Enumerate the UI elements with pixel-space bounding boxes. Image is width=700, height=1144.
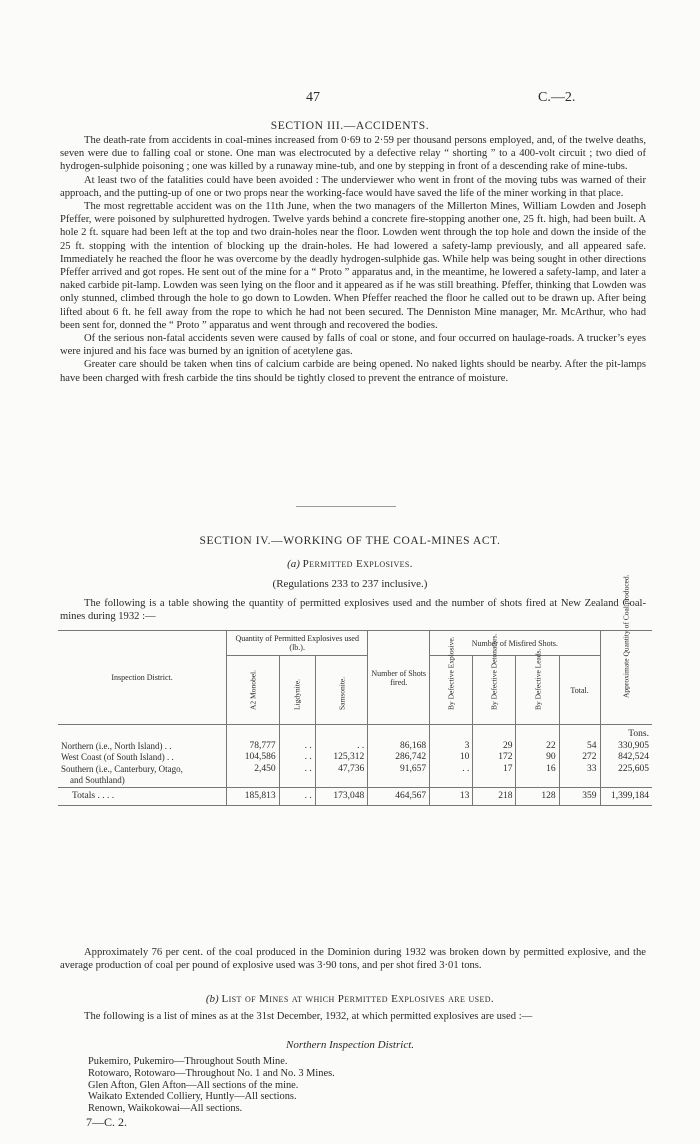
cell-samsonite: 125,312 — [315, 752, 368, 764]
cell-coal: 842,524 — [600, 752, 652, 764]
group-quantity-explosives: Quantity of Permitted Explosives used (lb.). — [227, 631, 368, 656]
list-item: Glen Afton, Glen Afton—All sections of the mine. — [88, 1079, 299, 1091]
cell-ligdynite: . . — [279, 764, 315, 776]
cell-ligdynite: . . — [279, 741, 315, 753]
page-number: 47 — [306, 90, 320, 105]
district-name: Northern (i.e., North Island) . . — [61, 740, 172, 751]
cell-total: 33 — [559, 764, 600, 776]
district-name: Southern (i.e., Canterbury, Otago, — [61, 763, 183, 774]
total-def-explosive: 13 — [430, 787, 473, 806]
table-row — [58, 741, 652, 753]
cell-def-leads: 16 — [516, 764, 559, 776]
paragraph: At least two of the fatalities could have been avoided : The underviewer who went in front of the moving tubs was warned of their approach, and the putting-up of one or two props near the working-face would have saved the life of the miner working in that place. — [60, 174, 646, 199]
list-item: Waikato Extended Colliery, Huntly—All sections. — [88, 1091, 297, 1103]
col-defective-explosive: By Defective Explosive. — [446, 636, 456, 710]
paragraph: Greater care should be taken when tins of calcium carbide are being opened. No naked lights should be nearby. After the pit-lamps have been charged with fresh carbide the tins should be tightly closed to prevent the entrance of moisture. — [60, 359, 646, 384]
table-row — [58, 752, 652, 764]
table-row — [58, 764, 652, 776]
cell-samsonite: 47,736 — [315, 764, 368, 776]
cell-def-detonators: 29 — [473, 741, 516, 753]
district-name-cont: and Southland) — [70, 775, 125, 785]
cell-def-explosive: . . — [430, 764, 473, 776]
cell-a2: 78,777 — [227, 741, 280, 753]
total-shots: 464,567 — [368, 787, 430, 806]
paragraph: The most regrettable accident was on the 11th June, when the two managers of the Millerton Mines, William Lowden and Joseph Pfeffer, were poisoned by sulphuretted hydrogen. Twelve yards behind a concrete fire-stopping another one, 25 ft. high, had been built. A hole 2 ft. square had been left at the top and two drain-holes near the floor. Lowden went through the top hole and down the inside of the 25 ft. stopping with the intention of blocking up the drain-holes. He had lowered a safety-lamp previously, and all appeared safe. Immediately he reached the floor he was overcome by the deadly hydrogen-sulphide gas. While help was being sought in other directions Pfeffer arrived and got ropes. He sent out of the mine for a “ Proto ” apparatus and, in the meantime, he lowered a safety-lamp, and later a naked carbide pit-lamp. Lowden was seen lying on the floor and it appeared as if he was still breathing. Pfeffer, thinking that Lowden was only stunned, climbed through the hole to go down to Lowden. When Pfeffer reached the floor he called out to be drawn up. After being lifted about 6 ft. he fell away from the rope to which he had not been secured. The Denniston Mine manager, Mr. McArthur, who had been sent for, donned the “ Proto ” apparatus and went through and recovered the bodies. — [60, 201, 646, 331]
section-4-title: SECTION IV.—WORKING OF THE COAL-MINES ACT. — [199, 535, 501, 547]
subsection-a-title: Permitted Explosives. — [302, 558, 413, 570]
subsection-b-heading — [0, 993, 700, 1005]
cell-shots: 91,657 — [368, 764, 430, 776]
cell-def-leads: 90 — [516, 752, 559, 764]
list-item: Pukemiro, Pukemiro—Throughout South Mine. — [88, 1056, 288, 1067]
district-name: West Coast (of South Island) . . — [61, 752, 174, 762]
unit-tons: Tons. — [600, 725, 652, 741]
cell-total: 54 — [559, 741, 600, 753]
list-intro — [60, 1010, 646, 1023]
group-misfired-shots: Number of Misfired Shots. — [430, 631, 600, 656]
report-reference: C.—2. — [538, 90, 576, 105]
cell-def-detonators: 172 — [473, 752, 516, 764]
cell-shots: 86,168 — [368, 741, 430, 753]
cell-a2: 104,586 — [227, 752, 280, 764]
list-item: Renown, Waikokowai—All sections. — [88, 1103, 243, 1115]
cell-def-explosive: 3 — [430, 741, 473, 753]
totals-row — [58, 787, 652, 806]
col-coal-produced: Approximate Quantity of Coal produced. — [621, 573, 631, 698]
total-def-detonators: 218 — [473, 787, 516, 806]
cell-a2: 2,450 — [227, 764, 280, 776]
total-ligdynite: . . — [279, 787, 315, 806]
subsection-b-prefix: (b) — [205, 993, 222, 1005]
total-a2: 185,813 — [227, 787, 280, 806]
subsection-a-prefix: (a) — [287, 558, 303, 570]
col-shots-fired: Number of Shots fired. — [368, 631, 430, 725]
cell-def-detonators: 17 — [473, 764, 516, 776]
regulations-note: (Regulations 233 to 237 inclusive.) — [272, 578, 428, 590]
col-defective-detonators: By Defective Detonators. — [489, 633, 499, 710]
total-coal: 1,399,184 — [600, 787, 652, 806]
paragraph: The following is a list of mines as at the 31st December, 1932, at which permitted explosives are used :— — [84, 1011, 533, 1022]
cell-ligdynite: . . — [279, 752, 315, 764]
northern-district-heading: Northern Inspection District. — [285, 1039, 415, 1051]
mines-list — [88, 1056, 335, 1115]
signature-mark: 7—C. 2. — [86, 1115, 128, 1129]
totals-label: Totals . . . . — [72, 790, 115, 801]
col-inspection-district: Inspection District. — [111, 673, 173, 682]
paragraph: Approximately 76 per cent. of the coal produced in the Dominion during 1932 was broken down by permitted explosive, and the average production of coal per pound of explosive used was 3·90 tons, and per shot fired 3·01 tons. — [60, 947, 646, 972]
total-def-leads: 128 — [516, 787, 559, 806]
cell-def-explosive: 10 — [430, 752, 473, 764]
section-divider — [296, 506, 396, 507]
cell-total: 272 — [559, 752, 600, 764]
col-samsonite: Samsonite. — [337, 676, 347, 710]
table-intro — [60, 597, 646, 623]
col-defective-leads: By Defective Leads. — [533, 648, 543, 710]
col-a2-monobel: A2 Monobel. — [248, 670, 258, 710]
subsection-a-heading — [0, 558, 700, 570]
section-3-body — [60, 134, 646, 385]
total-total: 359 — [559, 787, 600, 806]
cell-coal: 330,905 — [600, 741, 652, 753]
cell-shots: 286,742 — [368, 752, 430, 764]
cell-samsonite: . . — [315, 741, 368, 753]
paragraph: Of the serious non-fatal accidents seven were caused by falls of coal or stone, and four occurred on haulage-roads. A trucker’s eyes were injured and his face was burned by an ignition of acetylene gas. — [60, 333, 646, 358]
cell-coal: 225,605 — [600, 764, 652, 776]
after-table-paragraph — [60, 946, 646, 972]
section-3-title: SECTION III.—ACCIDENTS. — [270, 120, 430, 132]
paragraph: The death-rate from accidents in coal-mines increased from 0·69 to 2·59 per thousand persons employed, and, of the twelve deaths, seven were due to falling coal or stone. One man was electrocuted by a defective relay “ shorting ” to a 400-volt circuit ; two died of hydrogen-sulphide poisoning ; one was killed by a runaway mine-tub, and one by stepping in front of a descending rake of mine-tubs. — [60, 135, 646, 173]
col-total: Total. — [559, 656, 600, 725]
paragraph: The following is a table showing the quantity of permitted explosives used and the number of shots fired at New Zealand Coal-mines during 1932 :— — [60, 598, 646, 623]
subsection-b-title: List of Mines at which Permitted Explosives are used. — [221, 993, 495, 1005]
list-item: Rotowaro, Rotowaro—Throughout No. 1 and No. 3 Mines. — [88, 1067, 335, 1079]
total-samsonite: 173,048 — [315, 787, 368, 806]
cell-def-leads: 22 — [516, 741, 559, 753]
col-ligdynite: Ligdynite. — [292, 678, 302, 710]
